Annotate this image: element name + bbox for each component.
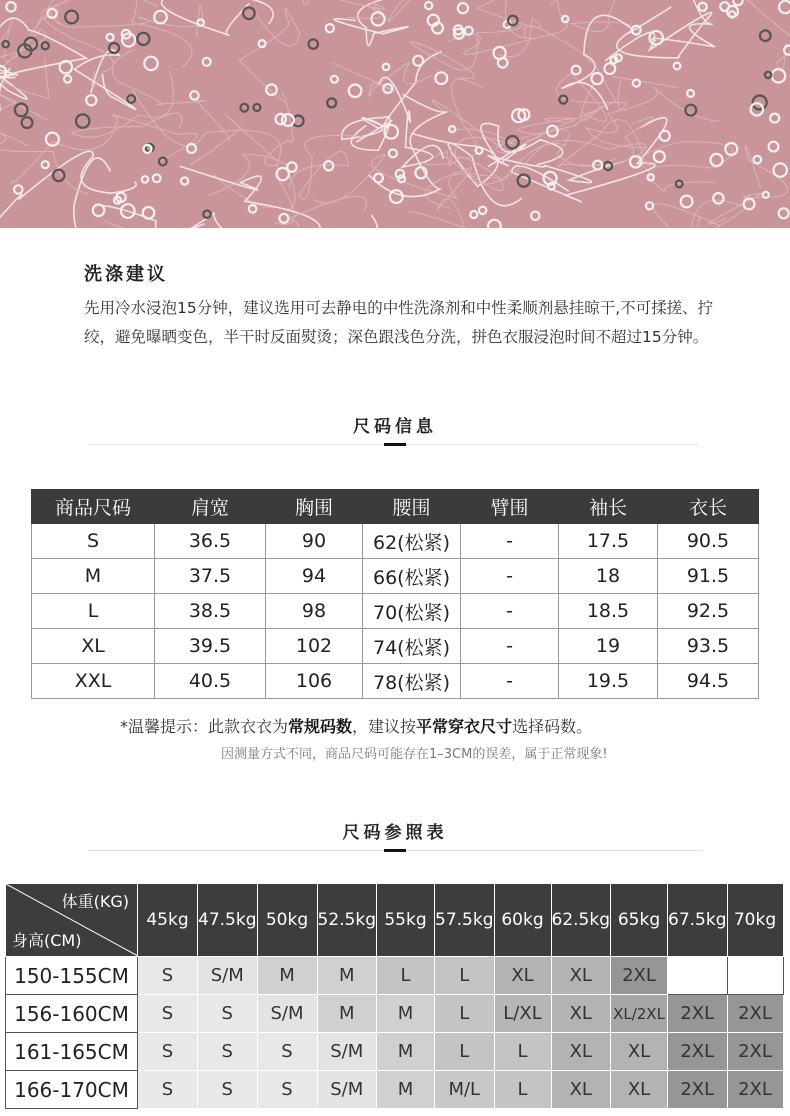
size-cell: 66(松紧) xyxy=(363,559,461,594)
ref-size-cell: S/M xyxy=(317,1033,377,1071)
weight-header: 50kg xyxy=(257,884,317,957)
size-cell: XL xyxy=(32,629,155,664)
weight-header: 65kg xyxy=(611,884,668,957)
ref-size-cell: L xyxy=(435,1033,495,1071)
weight-header: 62.5kg xyxy=(551,884,611,957)
table-row xyxy=(6,995,784,1033)
height-label: 身高(CM) xyxy=(12,931,82,950)
size-cell: 18.5 xyxy=(559,594,658,629)
ref-corner-header xyxy=(6,884,138,957)
size-note: 因测量方式不同，商品尺码可能存在1–3CM的误差，属于正常现象! xyxy=(221,747,608,762)
ref-size-cell: XL xyxy=(611,1071,668,1109)
ref-size-cell: 2XL xyxy=(668,995,728,1033)
size-cell: 19.5 xyxy=(559,664,658,699)
ref-size-cell: M xyxy=(317,995,377,1033)
size-cell: - xyxy=(461,559,559,594)
ref-size-cell: M/L xyxy=(435,1071,495,1109)
size-cell: 37.5 xyxy=(155,559,266,594)
ref-size-cell: M xyxy=(257,957,317,995)
size-cell: XXL xyxy=(32,664,155,699)
size-cell: 90.5 xyxy=(658,524,759,559)
size-cell: 102 xyxy=(266,629,363,664)
size-cell: - xyxy=(461,594,559,629)
ref-size-cell: S xyxy=(257,1071,317,1109)
table-row xyxy=(6,1033,784,1071)
size-cell: 40.5 xyxy=(155,664,266,699)
ref-size-cell: 2XL xyxy=(668,1033,728,1071)
table-row xyxy=(32,664,759,699)
size-cell: 17.5 xyxy=(559,524,658,559)
table-row xyxy=(32,594,759,629)
ref-size-cell: 2XL xyxy=(727,1071,783,1109)
size-cell: 98 xyxy=(266,594,363,629)
size-cell: 39.5 xyxy=(155,629,266,664)
height-cell: 166-170CM xyxy=(6,1071,138,1109)
size-cell: 74(松紧) xyxy=(363,629,461,664)
ref-size-cell: M xyxy=(377,995,435,1033)
size-info-mark xyxy=(384,443,406,446)
size-cell: S xyxy=(32,524,155,559)
weight-header: 57.5kg xyxy=(435,884,495,957)
size-reference-table xyxy=(5,883,784,1109)
table-row xyxy=(6,1071,784,1109)
size-cell: 90 xyxy=(266,524,363,559)
height-cell: 150-155CM xyxy=(6,957,138,995)
size-cell: 19 xyxy=(559,629,658,664)
size-cell: 78(松紧) xyxy=(363,664,461,699)
size-cell: 94 xyxy=(266,559,363,594)
size-header-4: 臂围 xyxy=(461,490,559,524)
size-cell: 93.5 xyxy=(658,629,759,664)
size-tip: *温馨提示：此款衣衣为常规码数，建议按平常穿衣尺寸选择码数。 xyxy=(120,717,593,736)
ref-size-cell: M xyxy=(377,1071,435,1109)
ref-size-cell: XL/2XL xyxy=(611,995,668,1033)
ref-size-cell: L xyxy=(377,957,435,995)
size-cell: 92.5 xyxy=(658,594,759,629)
weight-label: 体重(KG) xyxy=(61,892,129,911)
ref-size-cell: S xyxy=(198,1033,258,1071)
table-row xyxy=(32,559,759,594)
size-cell: 18 xyxy=(559,559,658,594)
weight-header: 70kg xyxy=(727,884,783,957)
size-cell: 36.5 xyxy=(155,524,266,559)
height-cell: 156-160CM xyxy=(6,995,138,1033)
weight-header: 52.5kg xyxy=(317,884,377,957)
ref-size-cell: 2XL xyxy=(611,957,668,995)
size-cell: 94.5 xyxy=(658,664,759,699)
ref-size-cell: S xyxy=(198,995,258,1033)
size-ref-mark xyxy=(384,849,406,852)
weight-header: 55kg xyxy=(377,884,435,957)
ref-size-cell: XL xyxy=(551,1071,611,1109)
size-info-table xyxy=(31,489,759,699)
table-row xyxy=(32,524,759,559)
weight-header: 67.5kg xyxy=(668,884,728,957)
size-header-0: 商品尺码 xyxy=(32,490,155,524)
ref-size-cell: XL xyxy=(551,1033,611,1071)
ref-size-cell: S/M xyxy=(198,957,258,995)
size-cell: L xyxy=(32,594,155,629)
ref-size-cell: XL xyxy=(551,957,611,995)
ref-size-cell: M xyxy=(317,957,377,995)
size-cell: - xyxy=(461,524,559,559)
size-cell: - xyxy=(461,629,559,664)
size-cell: M xyxy=(32,559,155,594)
ref-size-cell: S xyxy=(138,1033,198,1071)
ref-size-cell: L xyxy=(435,995,495,1033)
size-header-5: 袖长 xyxy=(559,490,658,524)
ref-size-cell: L xyxy=(494,1033,551,1071)
size-header-3: 腰围 xyxy=(363,490,461,524)
size-header-6: 衣长 xyxy=(658,490,759,524)
size-header-1: 肩宽 xyxy=(155,490,266,524)
height-cell: 161-165CM xyxy=(6,1033,138,1071)
size-cell: 62(松紧) xyxy=(363,524,461,559)
weight-header: 60kg xyxy=(494,884,551,957)
ref-size-cell: 2XL xyxy=(727,1033,783,1071)
ref-size-cell: 2XL xyxy=(727,995,783,1033)
ref-size-cell: S xyxy=(257,1033,317,1071)
size-ref-title: 尺码参照表 xyxy=(342,823,448,843)
ref-size-cell: M xyxy=(377,1033,435,1071)
ref-size-cell: S xyxy=(138,1071,198,1109)
ref-size-cell: XL xyxy=(551,995,611,1033)
ref-size-cell: S xyxy=(198,1071,258,1109)
weight-header: 47.5kg xyxy=(198,884,258,957)
table-row xyxy=(32,629,759,664)
ref-size-cell: L/XL xyxy=(494,995,551,1033)
weight-header: 45kg xyxy=(138,884,198,957)
size-cell: 70(松紧) xyxy=(363,594,461,629)
table-row xyxy=(6,957,784,995)
lace-fabric-photo xyxy=(0,0,790,228)
ref-size-cell: S xyxy=(138,957,198,995)
size-info-title: 尺码信息 xyxy=(353,417,437,437)
ref-size-cell: L xyxy=(494,1071,551,1109)
ref-size-cell xyxy=(668,957,728,995)
size-cell: 38.5 xyxy=(155,594,266,629)
ref-size-cell: L xyxy=(435,957,495,995)
size-cell: - xyxy=(461,664,559,699)
ref-size-cell: S/M xyxy=(257,995,317,1033)
ref-size-cell: S/M xyxy=(317,1071,377,1109)
washing-text: 先用冷水浸泡15分钟，建议选用可去静电的中性洗涤剂和中性柔顺剂悬挂晾干,不可揉搓、拧绞，避免曝晒变色，半干时反面熨烫；深色跟浅色分洗，拼色衣服浸泡时间不超过15分钟。 xyxy=(84,299,714,346)
ref-size-cell xyxy=(727,957,783,995)
ref-size-cell: XL xyxy=(611,1033,668,1071)
size-cell: 91.5 xyxy=(658,559,759,594)
ref-size-cell: 2XL xyxy=(668,1071,728,1109)
washing-title: 洗涤建议 xyxy=(84,264,168,285)
size-cell: 106 xyxy=(266,664,363,699)
size-header-2: 胸围 xyxy=(266,490,363,524)
ref-size-cell: S xyxy=(138,995,198,1033)
ref-size-cell: XL xyxy=(494,957,551,995)
